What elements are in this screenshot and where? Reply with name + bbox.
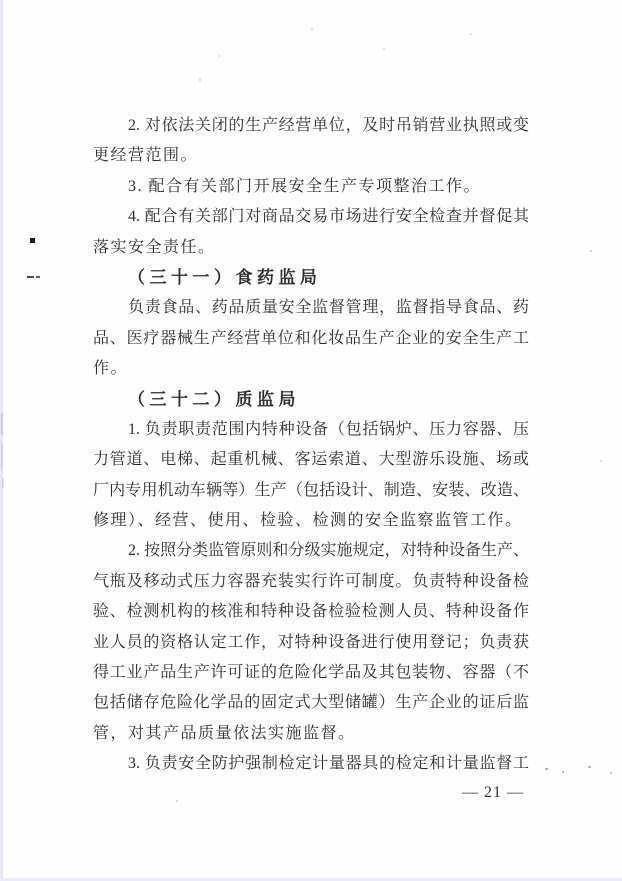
text-line: 修理）、经营、使用、检验、检测的安全监察监管工作。 [93, 512, 523, 530]
text-line: 品、医疗器械生产经营单位和化妆品生产企业的安全生产工 [93, 329, 529, 347]
scan-speck [30, 238, 35, 243]
scan-speck [36, 276, 40, 278]
section-heading-31: （三十一）食药监局 [128, 267, 322, 287]
text-line: 3. 负责安全防护强制检定计量器具的检定和计量监督工 [128, 755, 529, 773]
scan-speck [1, 413, 3, 435]
text-line: 业人员的资格认定工作，对特种设备进行使用登记；负责获 [93, 633, 529, 651]
text-line: 包括储存危险化学品的固定式大型储罐）生产企业的证后监 [93, 694, 529, 712]
scan-speck [27, 276, 34, 278]
scan-speck [590, 250, 592, 252]
text-line: 管，对其产品质量依法实施监督。 [93, 724, 356, 742]
scan-speck [2, 478, 4, 488]
text-line: 3. 配合有关部门开展安全生产专项整治工作。 [128, 177, 482, 195]
scan-speck [610, 772, 612, 774]
scan-speck [176, 800, 178, 802]
text-line: 负责食品、药品质量安全监督管理，监督指导食品、药 [128, 299, 529, 317]
scan-speck [199, 78, 201, 81]
document-body [93, 111, 529, 780]
text-line: 作。 [93, 360, 129, 378]
text-line: 验、检测机构的核准和特种设备检验检测人员、特种设备作 [93, 603, 529, 621]
scan-speck [383, 48, 385, 50]
text-line: 2. 对依法关闭的生产经营单位，及时吊销营业执照或变 [128, 117, 529, 134]
scan-speck [600, 460, 602, 462]
scan-speck [311, 28, 313, 30]
scan-speck [1, 443, 3, 471]
text-line: 厂内专用机动车辆等）生产（包括设计、制造、安装、改造、 [93, 481, 529, 499]
text-line: 1. 负责职责范围内特种设备（包括锅炉、压力容器、压 [128, 420, 529, 438]
text-line: 力管道、电梯、起重机械、客运索道、大型游乐设施、场或 [93, 451, 529, 469]
scan-speck [470, 33, 472, 35]
scan-speck [218, 55, 220, 57]
page-number: — 21 — [462, 784, 524, 801]
text-line: 落实安全责任。 [93, 238, 216, 256]
section-heading-32: （三十二）质监局 [128, 389, 300, 409]
text-line: 4. 配合有关部门对商品交易市场进行安全检查并督促其 [128, 208, 529, 226]
scan-speck [562, 771, 564, 773]
text-line: 更经营范围。 [93, 147, 199, 165]
scan-edge-left [0, 0, 3, 881]
text-line: 得工业产品生产许可证的危险化学品及其包装物、容器（不 [93, 664, 529, 682]
text-line: 气瓶及移动式压力容器充装实行许可制度。负责特种设备检 [93, 572, 529, 590]
scan-speck [588, 766, 591, 768]
scan-speck [545, 768, 548, 770]
text-line: 2. 按照分类监管原则和分级实施规定，对特种设备生产、 [128, 542, 529, 560]
